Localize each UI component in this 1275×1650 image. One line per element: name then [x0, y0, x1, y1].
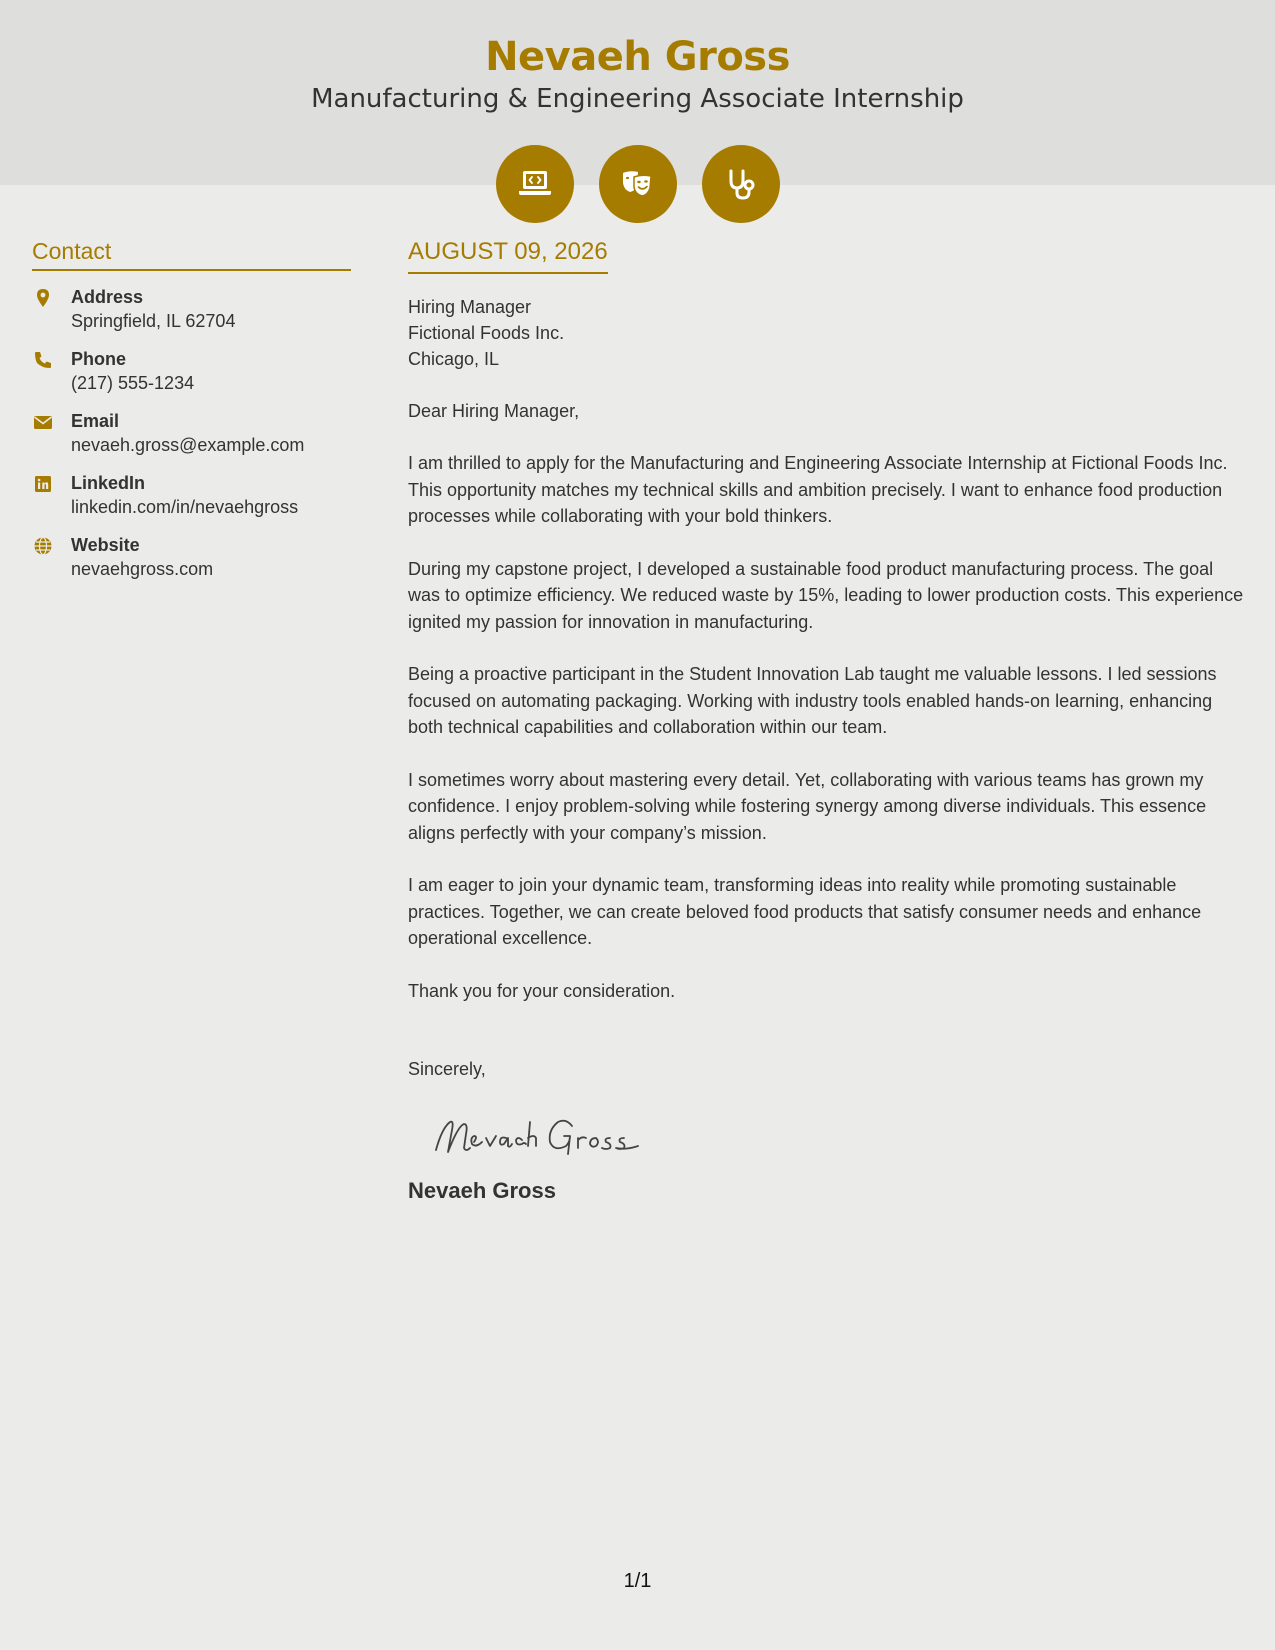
handwritten-signature: [430, 1108, 1248, 1164]
globe-icon: [32, 535, 54, 557]
contact-email: [32, 409, 351, 457]
paragraph: I sometimes worry about mastering every detail. Yet, collaborating with various teams has grown my confidence. I enjoy problem-solving while fostering synergy among diverse individuals. This essence aligns perfectly with your company’s mission.: [408, 769, 1207, 843]
paragraph: I am eager to join your dynamic team, transforming ideas into reality while promoting sustainable practices. Together, we can create beloved food products that satisfy consumer needs and enhance operational excellence.: [408, 875, 1202, 948]
linkedin-icon: [32, 473, 54, 495]
phone-label: Phone: [71, 349, 127, 369]
contact-phone: [32, 347, 351, 395]
closing: Sincerely,: [408, 1059, 486, 1079]
email-label: Email: [71, 411, 120, 431]
phone-icon: [32, 349, 54, 371]
recipient-line: Hiring Manager: [408, 297, 532, 317]
map-pin-icon: [32, 287, 54, 309]
contact-linkedin: [32, 471, 351, 519]
contact-heading: Contact: [32, 238, 351, 271]
recipient-line: Fictional Foods Inc.: [408, 323, 565, 343]
phone-value: (217) 555-1234: [71, 373, 195, 393]
interest-icons: [0, 145, 1275, 223]
contact-website: [32, 533, 351, 581]
recipient-block: [408, 294, 1248, 372]
email-value: nevaeh.gross@example.com: [71, 435, 305, 455]
recipient-line: Chicago, IL: [408, 349, 500, 369]
contact-sidebar: [32, 238, 351, 581]
website-label: Website: [71, 535, 140, 555]
paragraph: Being a proactive participant in the Student Innovation Lab taught me valuable lessons. I led sessions focused on automating packaging. Working with industry tools enabled hands-on learning, enhancing both technical capabilities and collaboration within our team.: [408, 664, 1217, 737]
applicant-name: Nevaeh Gross: [485, 34, 790, 80]
paragraph: Thank you for your consideration.: [408, 980, 676, 1001]
linkedin-label: LinkedIn: [71, 473, 146, 493]
job-title: Manufacturing & Engineering Associate Internship: [311, 84, 964, 114]
address-value: Springfield, IL 62704: [71, 311, 236, 331]
laptop-code-icon: [496, 145, 574, 223]
salutation: Dear Hiring Manager,: [408, 401, 580, 421]
contact-address: [32, 285, 351, 333]
paragraph: During my capstone project, I developed a sustainable food product manufacturing process. The goal was to optimize efficiency. We reduced waste by 15%, leading to lower production costs. This experience ignited my passion for innovation in manufacturing.: [408, 558, 1244, 632]
signed-name: Nevaeh Gross: [408, 1178, 556, 1203]
website-value: nevaehgross.com: [71, 559, 214, 579]
letter-date: AUGUST 09, 2026: [408, 238, 608, 274]
stethoscope-icon: [702, 145, 780, 223]
letter-body: [408, 238, 1248, 1204]
linkedin-value: linkedin.com/in/nevaehgross: [71, 497, 299, 517]
page-number: 1/1: [623, 1570, 652, 1592]
address-label: Address: [71, 287, 144, 307]
envelope-icon: [32, 411, 54, 433]
paragraph: I am thrilled to apply for the Manufacturing and Engineering Associate Internship at Fictional Foods Inc. This opportunity matches my technical skills and ambition precisely. I want to enhance food production processes while collaborating with your bold thinkers.: [408, 453, 1228, 526]
theater-masks-icon: [599, 145, 677, 223]
